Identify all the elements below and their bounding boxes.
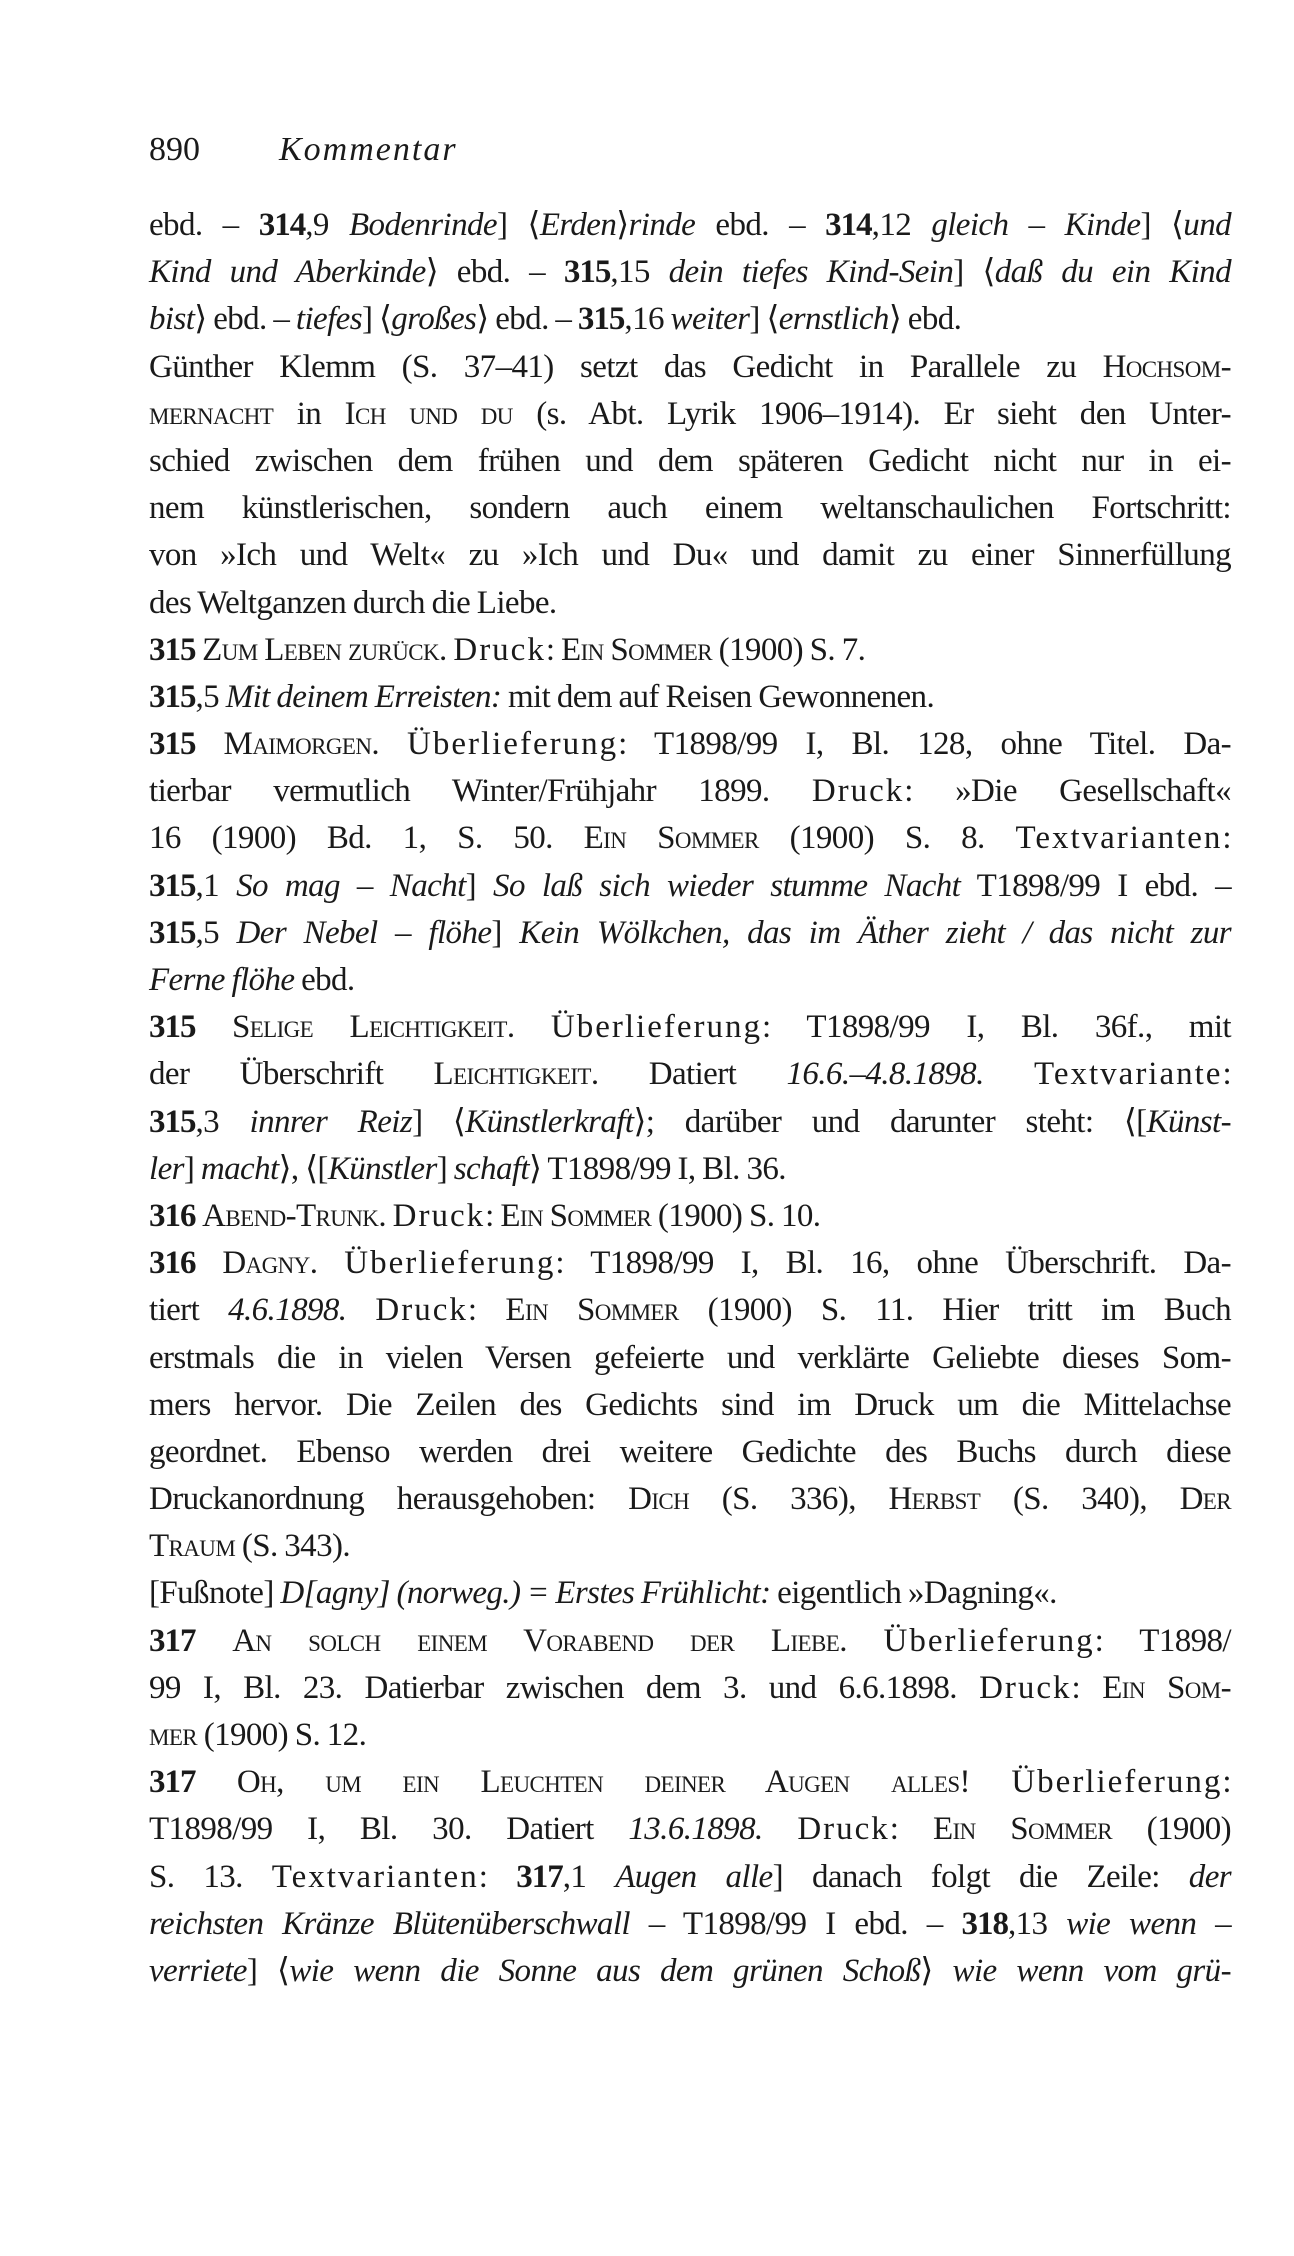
text-segment: ] ⟨: [246, 1952, 290, 1989]
italic-text: weiter: [670, 301, 750, 338]
spaced-keyword: Überlieferung: [407, 726, 619, 763]
text-segment: (S. 340),: [980, 1481, 1180, 1518]
text-segment: :: [467, 1292, 506, 1329]
italic-text: ler: [149, 1150, 184, 1187]
italic-text: Mit deinem Erreisten:: [225, 678, 502, 715]
text-segment: ]: [491, 914, 520, 951]
small-caps-title: Dich: [628, 1481, 690, 1518]
text-segment: ] ⟨: [412, 1103, 466, 1140]
commentary-body: [149, 202, 1231, 1995]
spaced-keyword: Druck: [979, 1669, 1072, 1706]
text-segment: Druckanordnung herausgehoben:: [149, 1481, 629, 1518]
text-segment: .: [439, 631, 454, 668]
text-segment: ,13: [1007, 1905, 1067, 1942]
line-reference: 315: [149, 1009, 196, 1046]
text-line: [149, 1854, 1231, 1901]
line-reference: 315: [149, 678, 196, 715]
small-caps-title: Ich und du: [344, 395, 513, 432]
spaced-keyword: Überlieferung: [550, 1009, 762, 1046]
text-segment: [Fußnote]: [149, 1575, 281, 1612]
text-segment: (s. Abt. Lyrik 1906–1914). Er sieht den Unter-: [512, 395, 1231, 432]
text-segment: ]: [436, 1150, 454, 1187]
text-segment: ] ⟨: [361, 301, 392, 338]
text-segment: : T1898/99 I, Bl. 36f., mit: [762, 1009, 1231, 1046]
text-segment: mers hervor. Die Zeilen des Gedichts sind im Druck um die Mittelachse: [149, 1386, 1231, 1423]
text-segment: 16 (1900) Bd. 1, S. 50.: [149, 820, 584, 857]
spaced-keyword: Druck: [453, 631, 546, 668]
text-segment: [763, 1811, 798, 1847]
italic-text: rinde: [628, 207, 696, 243]
text-segment: (1900) S. 11. Hier tritt im Buch: [678, 1292, 1232, 1329]
text-segment: ] ⟨: [749, 301, 779, 338]
text-segment: ]: [465, 867, 494, 904]
italic-text: macht: [200, 1150, 279, 1187]
text-line: [149, 910, 1231, 957]
text-segment: erstmals die in vielen Versen gefeierte und verklärte Geliebte dieses Som-: [149, 1339, 1231, 1376]
text-segment: geordnet. Ebenso werden drei weitere Gedichte des Buchs durch diese: [149, 1433, 1231, 1470]
text-segment: (1900) S. 10.: [651, 1197, 821, 1234]
text-segment: T1898/99 I ebd. –: [960, 867, 1231, 904]
text-line: [149, 1476, 1231, 1523]
text-segment: [970, 1764, 1011, 1800]
line-reference: 315: [149, 1103, 196, 1140]
text-segment: Günther Klemm (S. 37–41) setzt das Gedicht in Parallele zu: [149, 348, 1103, 385]
text-segment: .: [378, 1197, 393, 1234]
text-line: [149, 1759, 1231, 1806]
italic-text: tiefes: [295, 301, 362, 338]
text-segment: .: [309, 1245, 345, 1282]
text-segment: [196, 1764, 237, 1800]
italic-text: 4.6.1898.: [228, 1292, 347, 1329]
text-segment: (1900) S. 12.: [197, 1717, 367, 1753]
text-line: [149, 721, 1231, 768]
text-line: [149, 1099, 1231, 1146]
text-segment: (1900) S. 8.: [758, 820, 1016, 857]
text-segment: [196, 1009, 232, 1045]
small-caps-title: Der: [1179, 1481, 1231, 1518]
italic-text: bist: [149, 301, 195, 338]
text-segment: ,12: [871, 207, 932, 243]
text-segment: ,15: [610, 254, 669, 291]
text-segment: tierbar vermutlich Winter/Frühjahr 1899.: [149, 773, 812, 810]
text-line: [149, 249, 1231, 296]
text-segment: .: [371, 726, 407, 763]
italic-text: und: [1183, 207, 1231, 243]
italic-text: Künstlerkraft: [465, 1103, 634, 1140]
small-caps-title: mernacht: [149, 395, 274, 432]
italic-text: 16.6.–4.8.1898.: [786, 1056, 984, 1093]
italic-text: Kind und Aberkinde: [149, 254, 426, 291]
italic-text: ernstlich: [778, 301, 889, 338]
text-line: [149, 1193, 1231, 1240]
text-line: [149, 1570, 1231, 1617]
small-caps-title: Abend-Trunk: [202, 1197, 379, 1234]
italic-text: wie wenn die Sonne aus dem grünen Schoß: [289, 1952, 921, 1989]
italic-text: daß du ein Kind: [994, 254, 1231, 291]
text-segment: der Überschrift: [149, 1056, 434, 1093]
spaced-keyword: Textvariante: [1034, 1056, 1223, 1093]
text-line: [149, 1712, 1231, 1759]
italic-text: innrer Reiz: [249, 1103, 413, 1140]
text-segment: 99 I, Bl. 23. Datierbar zwischen dem 3. und 6.6.1898.: [149, 1669, 980, 1706]
text-line: [149, 1901, 1231, 1948]
text-line: [149, 1806, 1231, 1853]
text-line: [149, 1948, 1231, 1995]
text-segment: :: [478, 1858, 517, 1895]
line-reference: 316: [149, 1245, 196, 1282]
line-reference: 315: [149, 631, 196, 668]
small-caps-title: Ein Sommer: [561, 631, 712, 668]
small-caps-title: Ein Sommer: [933, 1811, 1112, 1848]
text-segment: ebd. –: [149, 207, 259, 243]
line-reference: 315: [149, 914, 196, 951]
italic-text: Augen alle: [615, 1858, 773, 1895]
text-segment: ⟩: [920, 1952, 953, 1989]
text-line: [149, 1618, 1231, 1665]
line-reference: 315: [149, 726, 196, 763]
text-segment: ⟩ T1898/99 I, Bl. 36.: [528, 1150, 786, 1187]
italic-text: verriete: [149, 1952, 247, 1989]
text-line: [149, 1523, 1231, 1570]
text-line: [149, 957, 1231, 1004]
italic-text: großes: [391, 301, 477, 338]
spaced-keyword: Überlieferung: [344, 1245, 556, 1282]
italic-text: schaft: [453, 1150, 529, 1187]
italic-text: Der Nebel – flöhe: [236, 914, 492, 951]
small-caps-title: An solch einem Vorabend der Liebe: [232, 1622, 840, 1659]
text-segment: ] ⟨: [1140, 207, 1184, 243]
text-segment: ,9: [305, 207, 349, 243]
text-segment: : T1898/: [1094, 1622, 1231, 1659]
text-segment: ⟩: [616, 207, 629, 243]
running-title: Kommentar: [279, 131, 458, 168]
line-reference: 317: [516, 1858, 563, 1895]
italic-text: Bodenrinde: [349, 207, 497, 243]
text-line: [149, 1335, 1231, 1382]
text-segment: :: [889, 1811, 934, 1848]
line-reference: 315: [563, 254, 611, 291]
text-line: [149, 1382, 1231, 1429]
spaced-keyword: Druck: [375, 1292, 468, 1329]
line-reference: 316: [149, 1197, 196, 1234]
text-segment: T1898/99 I, Bl. 30. Datiert: [149, 1811, 629, 1848]
text-segment: ebd. –: [695, 207, 826, 243]
text-line: [149, 1240, 1231, 1287]
text-segment: [984, 1056, 1034, 1092]
text-segment: :: [1222, 1764, 1231, 1801]
text-segment: :: [1222, 1056, 1232, 1093]
text-segment: ⟩ ebd.: [888, 301, 962, 338]
text-line: [149, 532, 1231, 579]
italic-text: Erden: [539, 207, 617, 243]
text-line: [149, 1004, 1231, 1051]
text-line: [149, 674, 1231, 721]
text-segment: S. 13.: [149, 1858, 272, 1895]
text-line: [149, 391, 1231, 438]
line-reference: 315: [149, 867, 196, 904]
text-segment: mit dem auf Reisen Gewonnenen.: [501, 678, 935, 715]
text-segment: :: [485, 1197, 501, 1234]
text-segment: ⟩ ebd. –: [425, 254, 564, 291]
text-segment: [196, 1245, 223, 1281]
text-line: [149, 580, 1231, 627]
text-segment: :: [1222, 820, 1231, 857]
italic-text: Künst-: [1146, 1103, 1231, 1140]
text-line: [149, 485, 1231, 532]
spaced-keyword: Druck: [811, 773, 905, 810]
spaced-keyword: Druck: [797, 1811, 890, 1848]
small-caps-title: Ein Sommer: [500, 1197, 652, 1234]
italic-text: D[agny] (norweg.) = Erstes Frühlicht:: [280, 1575, 771, 1612]
line-reference: 317: [149, 1622, 196, 1659]
text-segment: (1900): [1111, 1811, 1232, 1848]
text-line: [149, 863, 1231, 910]
text-segment: (1900) S. 7.: [711, 631, 866, 668]
text-line: [149, 627, 1231, 674]
text-segment: . Datiert: [590, 1056, 787, 1093]
text-segment: .: [506, 1009, 551, 1046]
text-segment: ebd.: [294, 962, 355, 998]
text-segment: ⟩ ebd. –: [194, 301, 296, 338]
text-segment: des Weltganzen durch die Liebe.: [149, 584, 557, 621]
text-segment: ,1: [195, 867, 237, 904]
italic-text: der: [1188, 1858, 1231, 1895]
italic-text: Ferne flöhe: [149, 962, 295, 998]
text-segment: – T1898/99 I ebd. –: [629, 1905, 962, 1942]
text-line: [149, 344, 1231, 391]
text-line: [149, 1287, 1231, 1334]
text-segment: : T1898/99 I, Bl. 128, ohne Titel. Da-: [618, 726, 1231, 763]
italic-text: wie wenn vom grü-: [952, 1952, 1231, 1989]
italic-text: reichsten Kränze Blütenüberschwall: [149, 1905, 630, 1942]
text-segment: eigentlich »Dagning«.: [770, 1575, 1057, 1612]
small-caps-title: Traum: [149, 1528, 236, 1565]
small-caps-title: Ein Sommer: [583, 820, 759, 857]
text-line: [149, 1429, 1231, 1476]
line-reference: 314: [825, 207, 872, 243]
text-segment: :: [545, 631, 562, 668]
text-line: [149, 296, 1231, 343]
text-segment: ⟩, ⟨[: [278, 1150, 328, 1187]
small-caps-title: Herbst: [888, 1481, 981, 1518]
line-reference: 315: [577, 301, 625, 338]
small-caps-title: Ein Sommer: [505, 1292, 679, 1329]
text-segment: (S. 336),: [689, 1481, 889, 1518]
small-caps-title: mer: [149, 1717, 198, 1753]
text-segment: schied zwischen dem frühen und dem späteren Gedicht nicht nur in ei-: [149, 442, 1231, 479]
text-segment: [346, 1292, 375, 1328]
small-caps-title: Dagny: [222, 1245, 310, 1282]
line-reference: 314: [258, 207, 306, 243]
text-segment: ,1: [562, 1858, 616, 1895]
text-segment: von »Ich und Welt« zu »Ich und Du« und damit zu einer Sinnerfüllung: [149, 537, 1231, 574]
text-segment: tiert: [149, 1292, 229, 1329]
text-line: [149, 202, 1231, 249]
text-line: [149, 768, 1231, 815]
italic-text: Künstler: [327, 1150, 437, 1187]
spaced-keyword: Druck: [392, 1197, 486, 1234]
text-segment: nem künstlerischen, sondern auch einem weltanschaulichen Fortschritt:: [149, 490, 1231, 527]
small-caps-title: Zum Leben zurück: [202, 631, 440, 668]
text-segment: ,5: [195, 678, 226, 715]
text-segment: ] ⟨: [953, 254, 995, 291]
small-caps-title: Leichtigkeit: [433, 1056, 591, 1093]
text-line: [149, 1051, 1231, 1098]
text-segment: [196, 1623, 233, 1659]
text-segment: :: [1071, 1669, 1103, 1706]
text-segment: ,3: [195, 1103, 250, 1140]
text-segment: ,16: [624, 301, 671, 338]
line-reference: 318: [961, 1905, 1008, 1942]
small-caps-title: Selige Leichtigkeit: [231, 1009, 507, 1046]
text-line: [149, 1146, 1231, 1193]
running-header: [149, 130, 458, 170]
spaced-keyword: Überlieferung: [883, 1622, 1095, 1659]
text-segment: in: [273, 395, 345, 432]
text-segment: (S. 343).: [235, 1528, 351, 1565]
italic-text: Kein Wölkchen, das im Äther zieht / das nicht zur: [519, 914, 1232, 951]
spaced-keyword: Textvarianten: [1015, 820, 1223, 857]
text-line: [149, 1665, 1231, 1712]
italic-text: 13.6.1898.: [628, 1811, 763, 1848]
italic-text: So laß sich wieder stumme Nacht: [493, 867, 961, 904]
text-segment: ] ⟨: [496, 207, 540, 243]
text-segment: : T1898/99 I, Bl. 16, ohne Überschrift. Da-: [555, 1245, 1231, 1282]
text-segment: [196, 726, 224, 762]
page-number: 890: [149, 131, 200, 168]
text-segment: .: [839, 1622, 884, 1659]
italic-text: dein tiefes Kind-Sein: [668, 254, 954, 291]
text-line: [149, 438, 1231, 485]
text-segment: ]: [183, 1150, 201, 1187]
text-segment: ⟩ ebd. –: [476, 301, 578, 338]
text-segment: : »Die Gesellschaft«: [904, 773, 1231, 810]
spaced-keyword: Textvarianten: [271, 1858, 479, 1895]
text-segment: ] danach folgt die Zeile:: [772, 1858, 1189, 1895]
text-line: [149, 815, 1231, 862]
small-caps-title: Hochsom-: [1102, 348, 1231, 385]
line-reference: 317: [149, 1764, 196, 1801]
small-caps-title: Ein Som-: [1102, 1669, 1231, 1706]
italic-text: gleich – Kinde: [931, 207, 1141, 243]
spaced-keyword: Überlieferung: [1011, 1764, 1223, 1801]
text-segment: ⟩; darüber und darunter steht: ⟨[: [633, 1103, 1147, 1140]
small-caps-title: Oh, um ein Leuchten deiner Augen alles!: [236, 1764, 970, 1801]
italic-text: wie wenn –: [1066, 1905, 1231, 1942]
italic-text: So mag – Nacht: [236, 867, 466, 904]
text-segment: ,5: [195, 914, 237, 951]
small-caps-title: Maimorgen: [223, 726, 372, 763]
